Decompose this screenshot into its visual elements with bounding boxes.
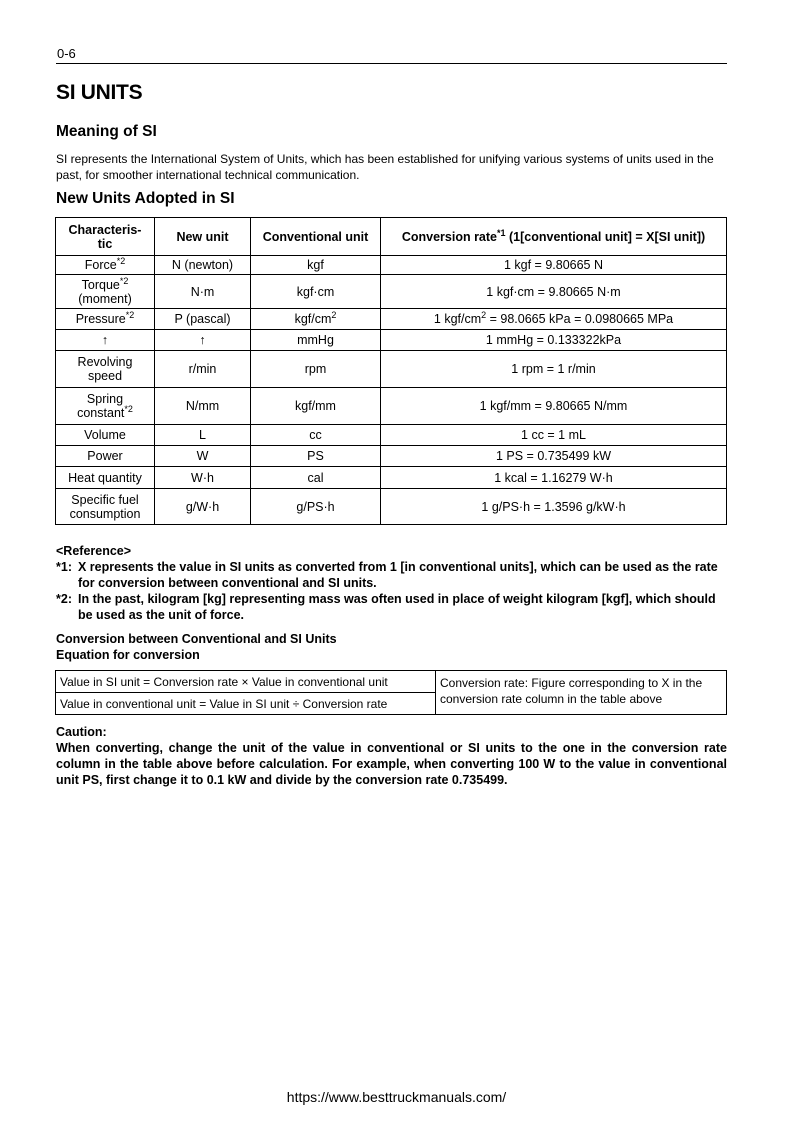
page-number: 0-6 [57,46,76,61]
table-row: Power W PS 1 PS = 0.735499 kW [56,446,727,467]
table-row: Pressure$^{*2}$ P (pascal) kgf/$cm^2$ 1 kgf/$cm^2 = 98.0665$ kPa = 0.0980665 MPa [56,309,727,330]
table-row: Force$^{*2}$ N (newton) kgf 1 kgf = 9.80665 N [56,256,727,275]
new-units-heading: New Units Adopted in SI [56,190,235,207]
meaning-paragraph: SI represents the International System of Units, which has been established for unifying various systems of units used in the past, for smoother international technical communication. [56,152,714,182]
caution-text: When converting, change the unit of the value in conventional or SI units to the one in the conversion rate column in the table above before calculation. For example, when converting 100 W to the value in conventional unit PS, first change it to 0.1 kW and divide by the conversion rate 0.735499. [56,741,727,787]
col-characteristic: Characteris-tic [56,218,155,256]
col-conventional-unit: Conventional unit [251,218,381,256]
note-2: *2: In the past, kilogram [kg] representing mass was often used in place of weight kilogram [kgf], which should be used as the unit of force. [56,592,716,622]
table-row: Heat quantity W·h cal 1 kcal = 1.16279 W·h [56,467,727,489]
equation-heading: Equation for conversion [56,648,200,662]
reference-notes [56,543,728,623]
conversion-equation-table [55,670,727,715]
conversion-heading: Conversion between Conventional and SI Units [56,632,337,646]
note-1: *1: X represents the value in SI units as converted from 1 [in conventional units], which can be used as the rate for conversion between conventional and SI units. [56,560,718,590]
table-row: Specific fuel consumption g/W·h g/PS·h 1 g/PS·h = 1.3596 g/kW·h [56,489,727,525]
table-row: Torque$^{*2}$ (moment) N·m kgf·cm 1 kgf·cm = 9.80665 N·m [56,275,727,309]
equation-conventional: Value in conventional unit = Value in SI unit ÷ Conversion rate [56,693,436,715]
conversion-rate-note: Conversion rate: Figure corresponding to X in the conversion rate column in the table above [436,671,727,715]
page-title: SI UNITS [56,81,143,104]
si-units-table [55,217,727,525]
meaning-heading: Meaning of SI [56,123,157,140]
col-conversion-rate: Conversion rate$^{*1}$ (1[conventional unit] = X[SI unit]) [381,218,727,256]
table-row: Volume L cc 1 cc = 1 mL [56,425,727,446]
footer-url: https://www.besttruckmanuals.com/ [286,1089,507,1105]
col-new-unit: New unit [155,218,251,256]
caution-block [56,724,727,788]
equation-si: Value in SI unit = Conversion rate × Value in conventional unit [56,671,436,693]
conversion-headings [56,631,337,663]
caution-heading: Caution: [56,725,107,739]
header-rule [56,63,727,64]
table-header-row [56,218,727,256]
table-row: Revolving speed r/min rpm 1 rpm = 1 r/min [56,351,727,388]
table-row: Spring constant$^{*2}$ N/mm kgf/mm 1 kgf/mm = 9.80665 N/mm [56,388,727,425]
table-row: ↑ ↑ mmHg 1 mmHg = 0.133322kPa [56,330,727,351]
reference-heading: <Reference> [56,544,132,558]
